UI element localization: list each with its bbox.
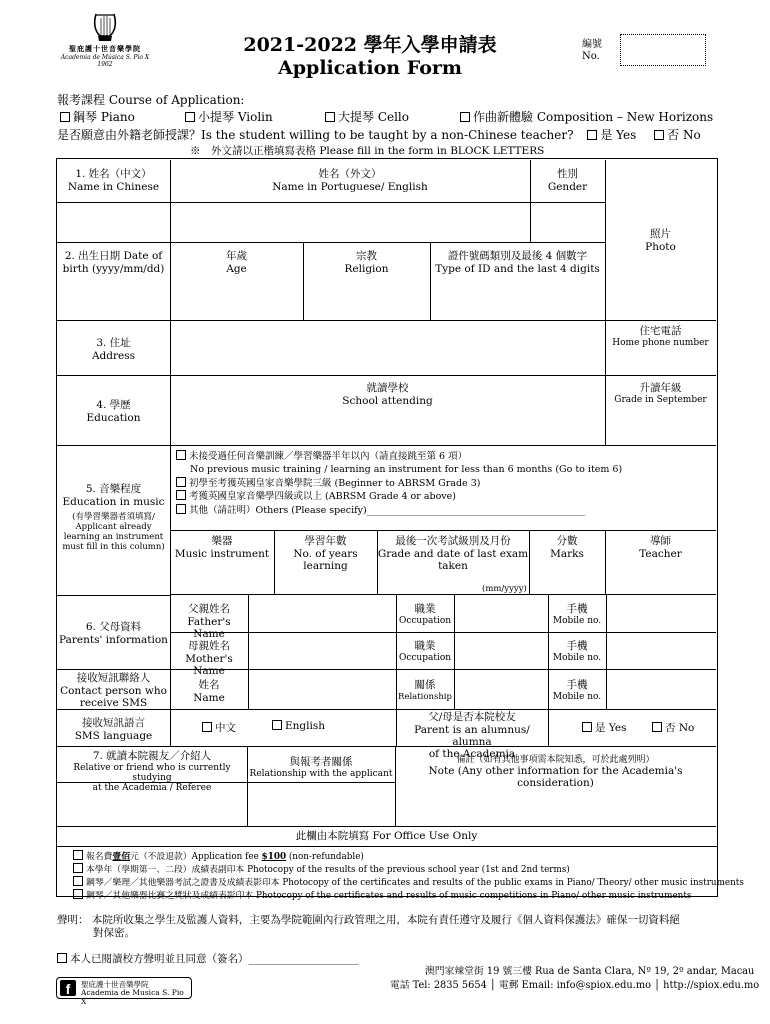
photo-label: 照片 <box>650 228 671 240</box>
office-item-results[interactable]: 本學年（學期第一、二段）成績表副印本 Photocopy of the results of the previous school year (1st and 2nd terms) <box>73 863 713 876</box>
lyre-icon <box>90 10 120 44</box>
music-level-label-en: Education in music <box>62 496 165 508</box>
id-label: 證件號碼類別及最後 4 個數字 <box>447 250 588 262</box>
sms-lang-english[interactable]: English <box>272 720 325 732</box>
father-label-en: Father's Name <box>187 616 231 640</box>
relationship-label-cell <box>396 669 455 710</box>
grade-label-en: Grade in September <box>614 395 707 405</box>
education-label-cell <box>57 375 171 446</box>
block-letters-note: ※ 外文請以正楷填寫表格 Please fill in the form in BLOCK LETTERS <box>190 145 545 157</box>
father-mobile-label-cell <box>548 595 607 633</box>
checkbox[interactable] <box>325 112 335 122</box>
academy-contact: 電話 Tel: 2835 5654 │ 電郵 Email: info@spiox.edu.mo │ http://spiox.edu.mo <box>390 980 760 991</box>
course-heading: 報考課程 Course of Application: <box>57 93 245 107</box>
grade-cell[interactable] <box>605 375 716 446</box>
facebook-icon: f <box>60 980 76 996</box>
contact-mobile-label-cell <box>548 669 607 710</box>
contact-label-en-2: receive SMS <box>79 697 148 709</box>
remark-cell[interactable] <box>395 746 716 826</box>
sms-lang-chinese[interactable]: 中文 <box>202 720 236 735</box>
checkbox[interactable] <box>57 953 67 963</box>
checkbox[interactable] <box>176 450 186 460</box>
parents-label-en: Parents' information <box>59 634 168 646</box>
parents-label: 6. 父母資料 <box>85 621 142 633</box>
sms-lang-label-en: SMS language <box>74 730 153 742</box>
course-option-composition[interactable]: 作曲新體驗 Composition – New Horizons <box>460 108 713 125</box>
alumnus-label-en-2: of the Academia <box>428 748 516 760</box>
father-occupation-label-cell <box>396 595 455 633</box>
agree-line[interactable]: 本人已閱讀校方聲明並且同意（簽名）_____________________ <box>57 951 359 966</box>
father-name-input[interactable] <box>248 595 397 633</box>
music-note-3: learning an instrument <box>63 532 164 542</box>
sms-lang-label-cell <box>57 709 171 747</box>
father-occupation-input[interactable] <box>454 595 549 633</box>
father-label: 父親姓名 <box>188 603 230 615</box>
occupation-label-en: Occupation <box>398 616 452 626</box>
checkbox[interactable] <box>652 722 662 732</box>
name-cn-label: 1. 姓名（中文） <box>75 168 152 180</box>
school-name-cn: 聖庇護十世音樂學院 <box>69 44 141 53</box>
music-option-1-en: No previous music training / learning an instrument for less than 6 months (Go to item 6) <box>190 463 623 475</box>
teacher-question: 是否願意由外籍老師授課？Is the student willing to be taught by a non-Chinese teacher? 是 Yes 否 No <box>57 128 701 142</box>
music-option-1[interactable]: 未接受過任何音樂訓練／學習樂器半年以內（請直接跳至第 6 項） <box>176 450 711 464</box>
address-label: 3. 住址 <box>96 337 131 349</box>
age-label: 年歲 <box>226 250 247 262</box>
page-title-en: Application Form <box>278 57 462 79</box>
school-name-pt: Academia de Música S. Pio X <box>60 54 150 61</box>
checkbox[interactable] <box>176 490 186 500</box>
father-label-cell <box>170 595 249 640</box>
years-label: 學習年數 <box>304 535 347 547</box>
music-note-2: Applicant already <box>75 522 152 532</box>
marks-cell[interactable] <box>529 530 606 595</box>
instrument-label-en: Music instrument <box>174 548 270 560</box>
address-input[interactable] <box>170 320 606 376</box>
contact-name-input[interactable] <box>248 669 397 710</box>
academy-address: 澳門家辣堂街 19 號三樓 Rua de Santa Clara, Nº 19, 2º andar, Macau <box>425 966 755 977</box>
exam-cell[interactable] <box>377 530 530 595</box>
occupation-label-en: Occupation <box>398 653 452 663</box>
name-cn-cell[interactable] <box>57 160 171 243</box>
facebook-name-pt: Academia de Musica S. Pio X <box>81 988 184 1006</box>
grade-label: 升讀年級 <box>639 382 682 394</box>
relation-label-en: Relationship with the applicant <box>249 769 393 779</box>
instrument-label: 樂器 <box>211 535 233 547</box>
sms-lang-label: 接收短訊語言 <box>82 717 145 729</box>
serial-input[interactable] <box>620 34 706 66</box>
alumnus-cell <box>396 709 549 760</box>
relationship-label: 關係 <box>414 679 436 691</box>
facebook-badge[interactable] <box>56 977 192 1006</box>
mobile-label-en: Mobile no. <box>552 692 602 702</box>
name-pt-label: 姓名（外文） <box>318 168 382 180</box>
instrument-cell[interactable] <box>170 530 275 595</box>
home-phone-label: 住宅電話 <box>639 325 682 337</box>
music-option-3[interactable]: 考獲英國皇家音樂學四級或以上 (ABRSM Grade 4 or above) <box>176 490 711 504</box>
declaration-text: 聲明： 本院所收集之學生及監護人資料，主要為學院範圍內行政管理之用，本院有責任遵守及履行《個人資料保護法》確保一切資料絕 <box>57 914 680 926</box>
mobile-label: 手機 <box>566 640 588 652</box>
mother-mobile-label-cell <box>548 632 607 670</box>
music-level-label: 5. 音樂程度 <box>85 483 142 495</box>
teacher-label-en: Teacher <box>639 548 682 560</box>
relation-cell[interactable] <box>247 746 396 783</box>
school-year: 1962 <box>97 61 113 68</box>
photo-cell[interactable] <box>605 160 716 321</box>
contact-label: 接收短訊聯絡人 <box>76 672 151 684</box>
address-label-cell <box>57 320 171 376</box>
checkbox[interactable] <box>176 477 186 487</box>
mother-label-cell <box>170 632 249 677</box>
declaration <box>57 914 727 940</box>
office-header <box>57 826 716 847</box>
education-label-en: Education <box>86 412 141 424</box>
religion-cell[interactable] <box>303 242 431 321</box>
alumnus-options <box>548 709 716 747</box>
relation-input[interactable] <box>247 782 396 826</box>
checkbox[interactable] <box>587 130 597 140</box>
religion-label: 宗教 <box>356 250 377 262</box>
checkbox[interactable] <box>654 130 664 140</box>
exam-date-format: (mm/yyyy) <box>482 584 527 594</box>
teacher-label: 導師 <box>650 535 671 547</box>
music-note-1: (有學習樂器者須填寫/ <box>72 512 155 522</box>
serial-label-cn: 編號 <box>582 39 602 50</box>
teacher-yes[interactable]: 是 Yes <box>587 128 636 142</box>
mother-label-en: Mother's Name <box>185 653 233 677</box>
checkbox[interactable] <box>60 112 70 122</box>
course-option-violin[interactable]: 小提琴 Violin <box>185 108 273 125</box>
facebook-name-cn: 聖庇護十世音樂學院 <box>81 980 149 989</box>
declaration-text-2: 對保密。 <box>93 927 135 940</box>
gender-label-en: Gender <box>547 181 588 193</box>
course-option-cello[interactable]: 大提琴 Cello <box>325 108 409 125</box>
education-label: 4. 學歷 <box>96 399 131 411</box>
music-note-4: must fill in this column) <box>62 542 165 552</box>
dob-label: 2. 出生日期 Date of <box>64 250 163 262</box>
page-title-cn: 2021-2022 學年入學申請表 <box>243 34 497 56</box>
music-options <box>176 450 711 518</box>
referee-input[interactable] <box>57 782 248 826</box>
mobile-label: 手機 <box>566 679 588 691</box>
referee-label-en-2: at the Academia / Referee <box>92 783 212 793</box>
sms-lang-options <box>170 709 397 747</box>
dob-cell[interactable] <box>57 242 171 321</box>
contact-name-label: 姓名 <box>198 679 220 691</box>
contact-name-label-en: Name <box>193 692 225 704</box>
marks-label: 分數 <box>556 535 578 547</box>
school-logo <box>55 10 155 78</box>
referee-label: 7. 就讀本院親友／介紹人 <box>92 750 212 762</box>
relationship-input[interactable] <box>454 669 549 710</box>
checkbox[interactable] <box>176 504 186 514</box>
home-phone-label-en: Home phone number <box>612 338 709 348</box>
dob-label-2: birth (yyyy/mm/dd) <box>62 263 165 275</box>
home-phone-cell[interactable] <box>605 320 716 376</box>
years-cell[interactable] <box>274 530 378 595</box>
office-frame-bottom <box>56 845 718 897</box>
age-cell[interactable] <box>170 242 304 321</box>
checkbox[interactable] <box>582 722 592 732</box>
name-pt-cell[interactable] <box>170 160 531 243</box>
id-label-en: Type of ID and the last 4 digits <box>435 263 600 275</box>
religion-label-en: Religion <box>344 263 389 275</box>
office-item-fee[interactable]: 報名費壹佰元（不設退款）Application fee $100 (non-refundable) <box>73 850 713 863</box>
id-cell[interactable] <box>430 242 606 321</box>
mobile-label: 手機 <box>566 603 588 615</box>
office-item-competitions[interactable]: 鋼琴／其他樂器比賽之獎狀及成績表影印本 Photocopy of the certificates and results of music competitions in Piano/ other music instruments <box>73 889 713 902</box>
referee-label-cell <box>57 746 248 793</box>
mother-occupation-input[interactable] <box>454 632 549 670</box>
exam-label: 最後一次考試級別及月份 <box>395 535 511 547</box>
teacher-cell[interactable] <box>605 530 716 595</box>
office-item-certificates[interactable]: 鋼琴／樂理／其他樂器考試之證書及成績表影印本 Photocopy of the certificates and results of the public exams in Piano/ Theory/ other music instruments <box>73 876 713 889</box>
occupation-label: 職業 <box>414 640 436 652</box>
relation-label: 與報考者關係 <box>289 756 353 768</box>
name-cn-label-en: Name in Chinese <box>67 181 160 193</box>
contact-label-en-1: Contact person who <box>60 685 167 697</box>
contact-label-cell <box>57 669 171 710</box>
alumnus-label-en-1: Parent is an alumnus/ alumna <box>414 724 530 748</box>
checkbox[interactable] <box>202 722 212 732</box>
photo-label-en: Photo <box>645 241 676 253</box>
alumnus-label: 父/母是否本院校友 <box>428 711 516 723</box>
office-label: 此欄由本院填寫 For Office Use Only <box>295 830 478 842</box>
checkbox[interactable] <box>272 720 282 730</box>
mobile-label-en: Mobile no. <box>552 616 602 626</box>
mother-occupation-label-cell <box>396 632 455 670</box>
serial-label-en: No. <box>582 51 600 62</box>
referee-label-en-1: Relative or friend who is currently studying <box>73 763 231 783</box>
parents-label-cell <box>57 595 171 670</box>
remark-label: 備註（如有其他事項需本院知悉，可於此處列明） <box>456 755 655 765</box>
address-label-en: Address <box>91 350 136 362</box>
contact-mobile-input[interactable] <box>606 669 716 710</box>
music-option-2[interactable]: 初學至考獲英國皇家音樂學院三級 (Beginner to ABRSM Grade 3) <box>176 477 711 491</box>
name-pt-label-en: Name in Portuguese/ English <box>272 181 428 193</box>
school-label: 就讀學校 <box>366 382 409 394</box>
school-cell[interactable] <box>170 375 606 446</box>
checkbox[interactable] <box>460 112 470 122</box>
age-label-en: Age <box>226 263 247 275</box>
alumnus-no[interactable]: 否 No <box>652 720 694 735</box>
occupation-label: 職業 <box>414 603 436 615</box>
music-level-label-cell <box>57 445 171 596</box>
mobile-label-en: Mobile no. <box>552 653 602 663</box>
relationship-label-en: Relationship <box>398 692 452 702</box>
checkbox[interactable] <box>185 112 195 122</box>
mother-mobile-input[interactable] <box>606 632 716 670</box>
gender-label: 性別 <box>557 168 578 180</box>
school-label-en: School attending <box>342 395 433 407</box>
father-mobile-input[interactable] <box>606 595 716 633</box>
contact-name-label-cell <box>170 669 249 710</box>
exam-label-en: Grade and date of last exam taken <box>377 548 529 572</box>
mother-label: 母親姓名 <box>188 640 230 652</box>
gender-cell[interactable] <box>530 160 606 243</box>
course-option-piano[interactable]: 鋼琴 Piano <box>60 108 135 125</box>
alumnus-yes[interactable]: 是 Yes <box>582 720 626 735</box>
teacher-no[interactable]: 否 No <box>654 128 701 142</box>
marks-label-en: Marks <box>550 548 584 560</box>
years-label-en: No. of years learning <box>293 548 358 572</box>
remark-label-en: Note (Any other information for the Academia's consideration) <box>428 765 683 789</box>
mother-name-input[interactable] <box>248 632 397 670</box>
music-option-4[interactable]: 其他（請註明）Others (Please specify)______________________________________________ <box>176 504 711 518</box>
